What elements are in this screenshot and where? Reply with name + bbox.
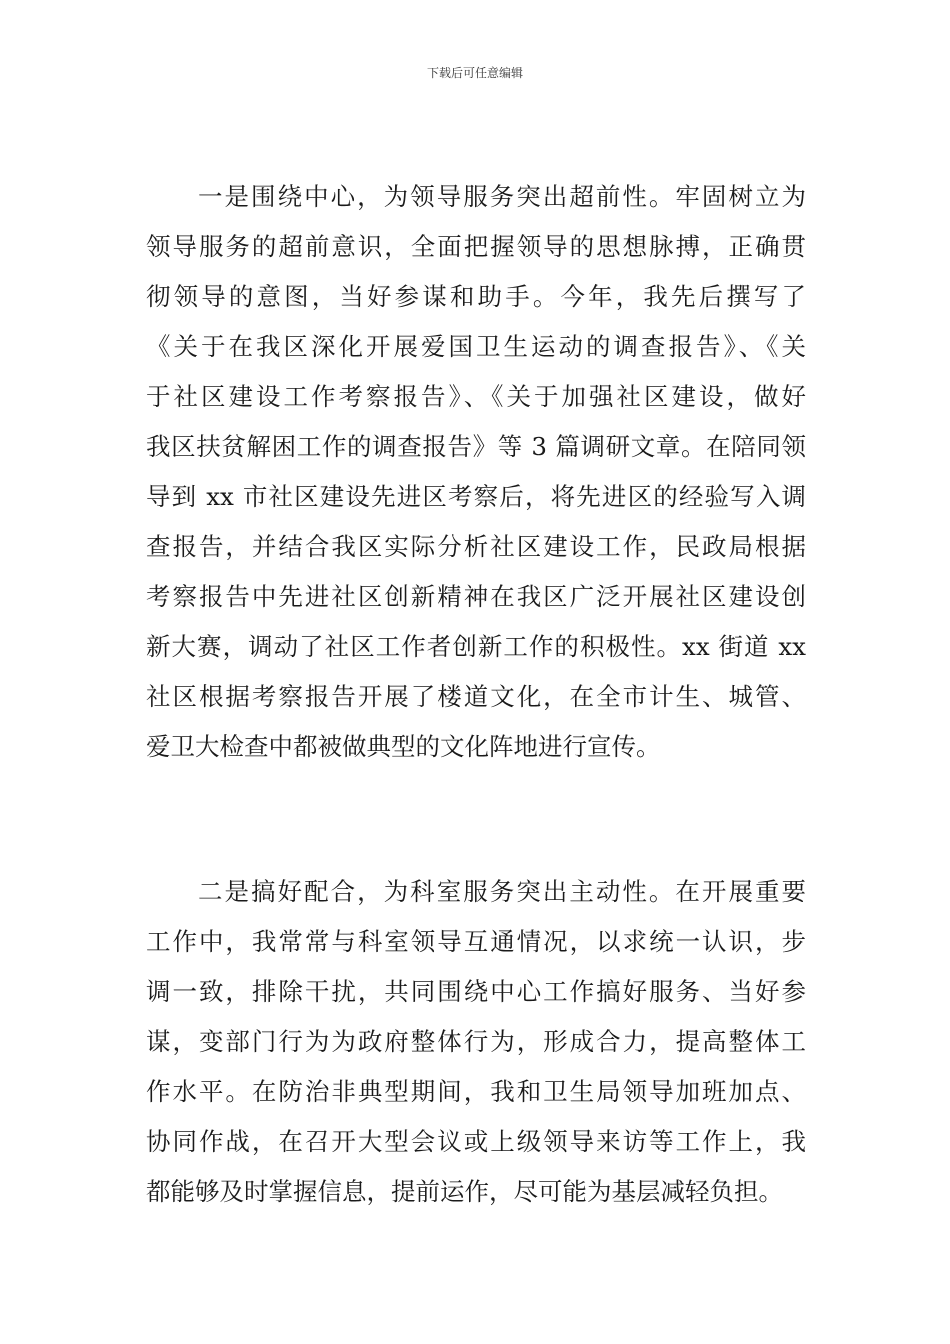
paragraph-line: 领导服务的超前意识，全面把握领导的思想脉搏，正确贯 [146,232,806,261]
page-header: 下载后可任意编辑 [426,66,523,80]
paragraph-2 [146,867,806,1217]
paragraph-line: 我区扶贫解困工作的调查报告》等 3 篇调研文章。在陪同领 [146,432,806,461]
paragraph-line: 查报告，并结合我区实际分析社区建设工作，民政局根据 [146,532,806,561]
paragraph-line: 社区根据考察报告开展了楼道文化，在全市计生、城管、 [146,682,806,711]
paragraph-line: 一是围绕中心，为领导服务突出超前性。牢固树立为 [198,182,806,211]
paragraph-1 [146,172,806,772]
paragraph-line: 爱卫大检查中都被做典型的文化阵地进行宣传。 [146,732,661,761]
paragraph-line: 考察报告中先进社区创新精神在我区广泛开展社区建设创 [146,582,806,611]
paragraph-line: 《关于在我区深化开展爱国卫生运动的调查报告》、《关 [146,332,806,361]
paragraph-line: 于社区建设工作考察报告》、《关于加强社区建设，做好 [146,382,806,411]
paragraph-line: 协同作战，在召开大型会议或上级领导来访等工作上，我 [146,1127,806,1156]
paragraph-line: 调一致，排除干扰，共同围绕中心工作搞好服务、当好参 [146,977,806,1006]
paragraph-line: 工作中，我常常与科室领导互通情况，以求统一认识，步 [146,927,806,956]
paragraph-line: 都能够及时掌握信息，提前运作，尽可能为基层减轻负担。 [146,1177,783,1206]
paragraph-line: 二是搞好配合，为科室服务突出主动性。在开展重要 [198,877,806,906]
paragraph-line: 彻领导的意图，当好参谋和助手。今年，我先后撰写了 [146,282,806,311]
paragraph-line: 新大赛，调动了社区工作者创新工作的积极性。xx 街道 xx [146,632,806,661]
paragraph-line: 导到 xx 市社区建设先进区考察后，将先进区的经验写入调 [146,482,806,511]
paragraph-line: 作水平。在防治非典型期间，我和卫生局领导加班加点、 [146,1077,806,1106]
paragraph-line: 谋，变部门行为为政府整体行为，形成合力，提高整体工 [146,1027,806,1056]
